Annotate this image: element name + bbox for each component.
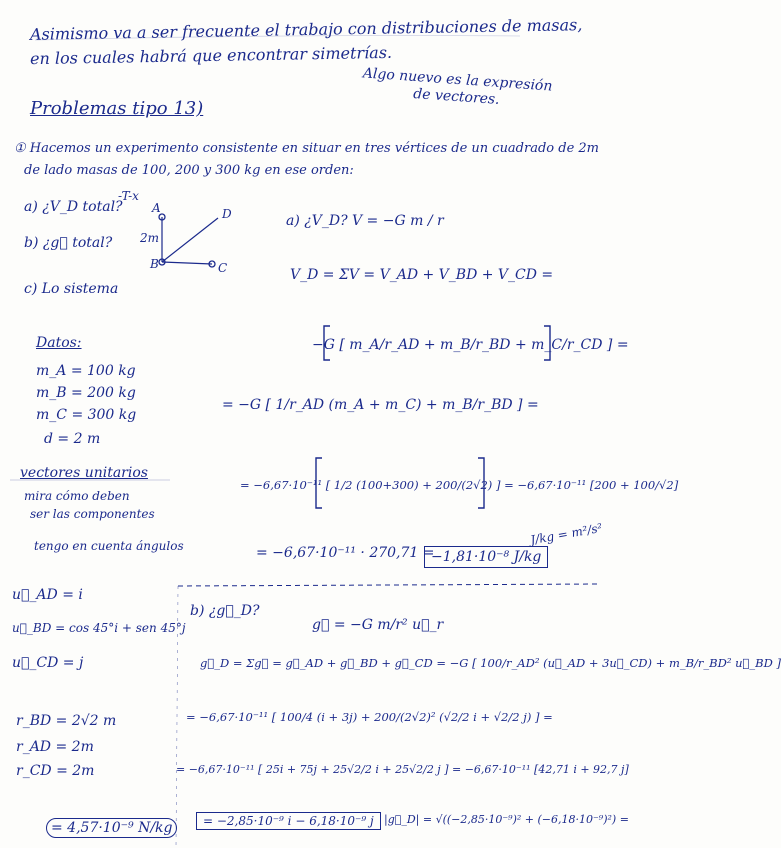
part-a-formula: V = −G m / r (352, 213, 444, 229)
question-a: a) ¿V_D total? (24, 199, 123, 215)
part-a-sum: V_D = ΣV = V_AD + V_BD + V_CD = (290, 267, 554, 283)
vectores-note-3: tengo en cuenta ángulos (34, 539, 184, 553)
datos-title: Datos: (36, 335, 82, 351)
problem-statement-line-2: de lado masas de 100, 200 y 300 kg en ese orden: (24, 163, 354, 178)
separator-line (178, 584, 600, 586)
part-b-result: = −2,85·10⁻⁹ i − 6,18·10⁻⁹ j (196, 812, 381, 830)
part-a-step-2: = −G [ 1/r_AD (m_A + m_C) + m_B/r_BD ] = (222, 397, 539, 413)
side-note: Algo nuevo es la expresión de vectores. (362, 65, 553, 108)
part-b-label: b) ¿g⃗_D? (190, 603, 260, 619)
part-a-result: −1,81·10⁻⁸ J/kg (424, 546, 548, 568)
vectores-note-2: ser las componentes (30, 507, 155, 521)
part-a-label: a) ¿V_D? (286, 213, 348, 229)
diagram-vertex-d: D (222, 207, 232, 221)
unit-vector-cd: u⃗_CD = j (12, 655, 84, 671)
dato-mc: m_C = 300 kg (36, 407, 137, 423)
part-b-formula: g⃗ = −G m/r² u⃗_r (312, 617, 444, 633)
intro-line-2: en los cuales habrá que encontrar simetrías. (29, 42, 393, 69)
problem-statement-line-1: ① Hacemos un experimento consistente en situar en tres vértices de un cuadrado de 2m (14, 141, 599, 156)
part-b-step-1: = −6,67·10⁻¹¹ [ 100/4 (i + 3j) + 200/(2√2)² (√2/2 i + √2/2 j) ] = (186, 710, 553, 724)
part-a-step-3: = −6,67·10⁻¹¹ [ 1/2 (100+300) + 200/(2√2) ] = −6,67·10⁻¹¹ [200 + 100/√2] (240, 478, 679, 492)
intro-line-1: Asimismo va a ser frecuente el trabajo con distribuciones de masas, (29, 15, 583, 44)
diagram-point-b (159, 259, 165, 265)
diagram-point-c (209, 261, 215, 267)
dato-d: d = 2 m (44, 431, 101, 447)
diagram-vertex-a: A (152, 201, 161, 215)
diagram-label-small: -T-x (118, 189, 139, 203)
distance-ad: r_AD = 2m (16, 739, 94, 755)
diagram-side-bc (162, 262, 212, 264)
boxed-field-result: = 4,57·10⁻⁹ N/kg (46, 818, 177, 838)
part-b-modulus: |g⃗_D| = √((−2,85·10⁻⁹)² + (−6,18·10⁻⁹)²) = (384, 813, 629, 826)
question-b: b) ¿g⃗ total? (24, 235, 113, 251)
diagram-vertex-c: C (218, 261, 228, 275)
part-a-unit-note: J/kg = m²/s² (529, 520, 604, 548)
dato-mb: m_B = 200 kg (36, 385, 136, 401)
unit-vector-ad: u⃗_AD = i (12, 587, 83, 603)
diagram-side-label: 2m (140, 231, 160, 245)
vectores-title: vectores unitarios (20, 465, 148, 481)
part-a-step-1: −G [ m_A/r_AD + m_B/r_BD + m_C/r_CD ] = (312, 337, 629, 353)
unit-vector-bd: u⃗_BD = cos 45°i + sen 45°j (12, 621, 186, 635)
diagram-diagonal-bd (162, 218, 218, 262)
part-b-step-2: = −6,67·10⁻¹¹ [ 25i + 75j + 25√2/2 i + 25√2/2 j ] = −6,67·10⁻¹¹ [42,71 i + 92,7 j] (176, 763, 629, 776)
part-b-sum: g⃗_D = Σg⃗ = g⃗_AD + g⃗_BD + g⃗_CD = −G [ 100/r_AD² (u⃗_AD + 3u⃗_CD) + m_B/r_BD² u⃗_BD ] (200, 656, 781, 670)
section-title: Problemas tipo 13) (30, 98, 204, 119)
distance-cd: r_CD = 2m (16, 763, 95, 779)
part-a-step-4: = −6,67·10⁻¹¹ · 270,71 = (256, 545, 435, 561)
dato-ma: m_A = 100 kg (36, 363, 136, 379)
diagram-vertex-b: B (150, 257, 159, 271)
question-c: c) Lo sistema (24, 281, 119, 297)
distance-bd: r_BD = 2√2 m (16, 713, 117, 729)
vectores-note-1: mira cómo deben (24, 489, 130, 503)
